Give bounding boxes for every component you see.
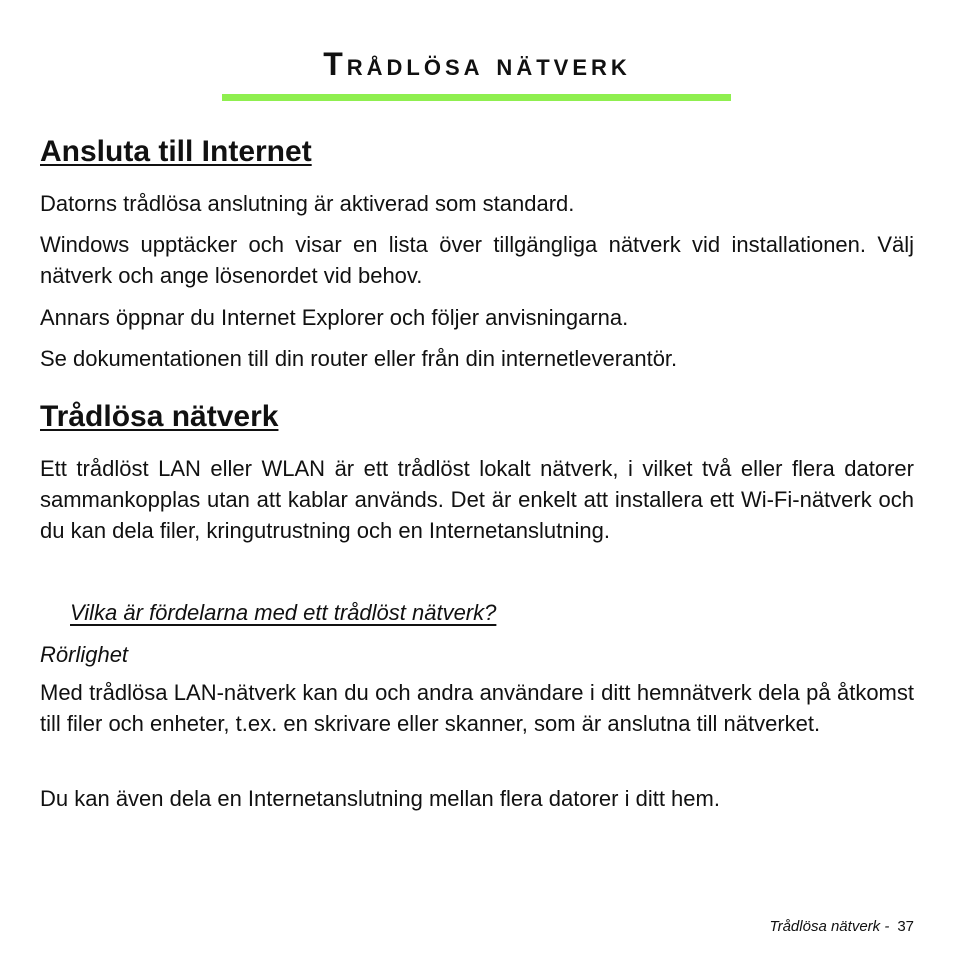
paragraph: Du kan även dela en Internetanslutning mellan flera datorer i ditt hem. bbox=[40, 786, 720, 811]
section-heading-connect: Ansluta till Internet bbox=[40, 135, 312, 168]
page-number: 37 bbox=[897, 918, 914, 935]
footer-label: Trådlösa nätverk - bbox=[769, 918, 890, 935]
page-title: Trådlösa nätverk bbox=[323, 46, 631, 83]
subheading-mobility: Rörlighet bbox=[40, 642, 129, 667]
paragraph: Med trådlösa LAN-nätverk kan du och andra användare i ditt hemnätverk dela på åtkomst till filer och enheter, t.ex. en skrivare eller skanner, som är anslutna till nätverket. bbox=[40, 680, 914, 736]
paragraph: Annars öppnar du Internet Explorer och följer anvisningarna. bbox=[40, 305, 629, 330]
paragraph: Ett trådlöst LAN eller WLAN är ett trådlöst lokalt nätverk, i vilket två eller flera datorer sammankopplas utan att kablar används. Det är enkelt att installera ett Wi-Fi-nätverk och du kan dela filer, kringutrustning och en Internetanslutning. bbox=[40, 456, 914, 543]
title-underline-rule bbox=[222, 94, 731, 101]
faq-question: Vilka är fördelarna med ett trådlöst nätverk? bbox=[70, 600, 497, 625]
paragraph: Se dokumentationen till din router eller från din internetleverantör. bbox=[40, 346, 678, 371]
paragraph: Windows upptäcker och visar en lista över tillgängliga nätverk vid installationen. Välj nätverk och ange lösenordet vid behov. bbox=[40, 232, 914, 288]
page-footer bbox=[770, 918, 914, 935]
paragraph: Datorns trådlösa anslutning är aktiverad som standard. bbox=[40, 191, 575, 216]
section-heading-wireless: Trådlösa nätverk bbox=[40, 400, 279, 433]
